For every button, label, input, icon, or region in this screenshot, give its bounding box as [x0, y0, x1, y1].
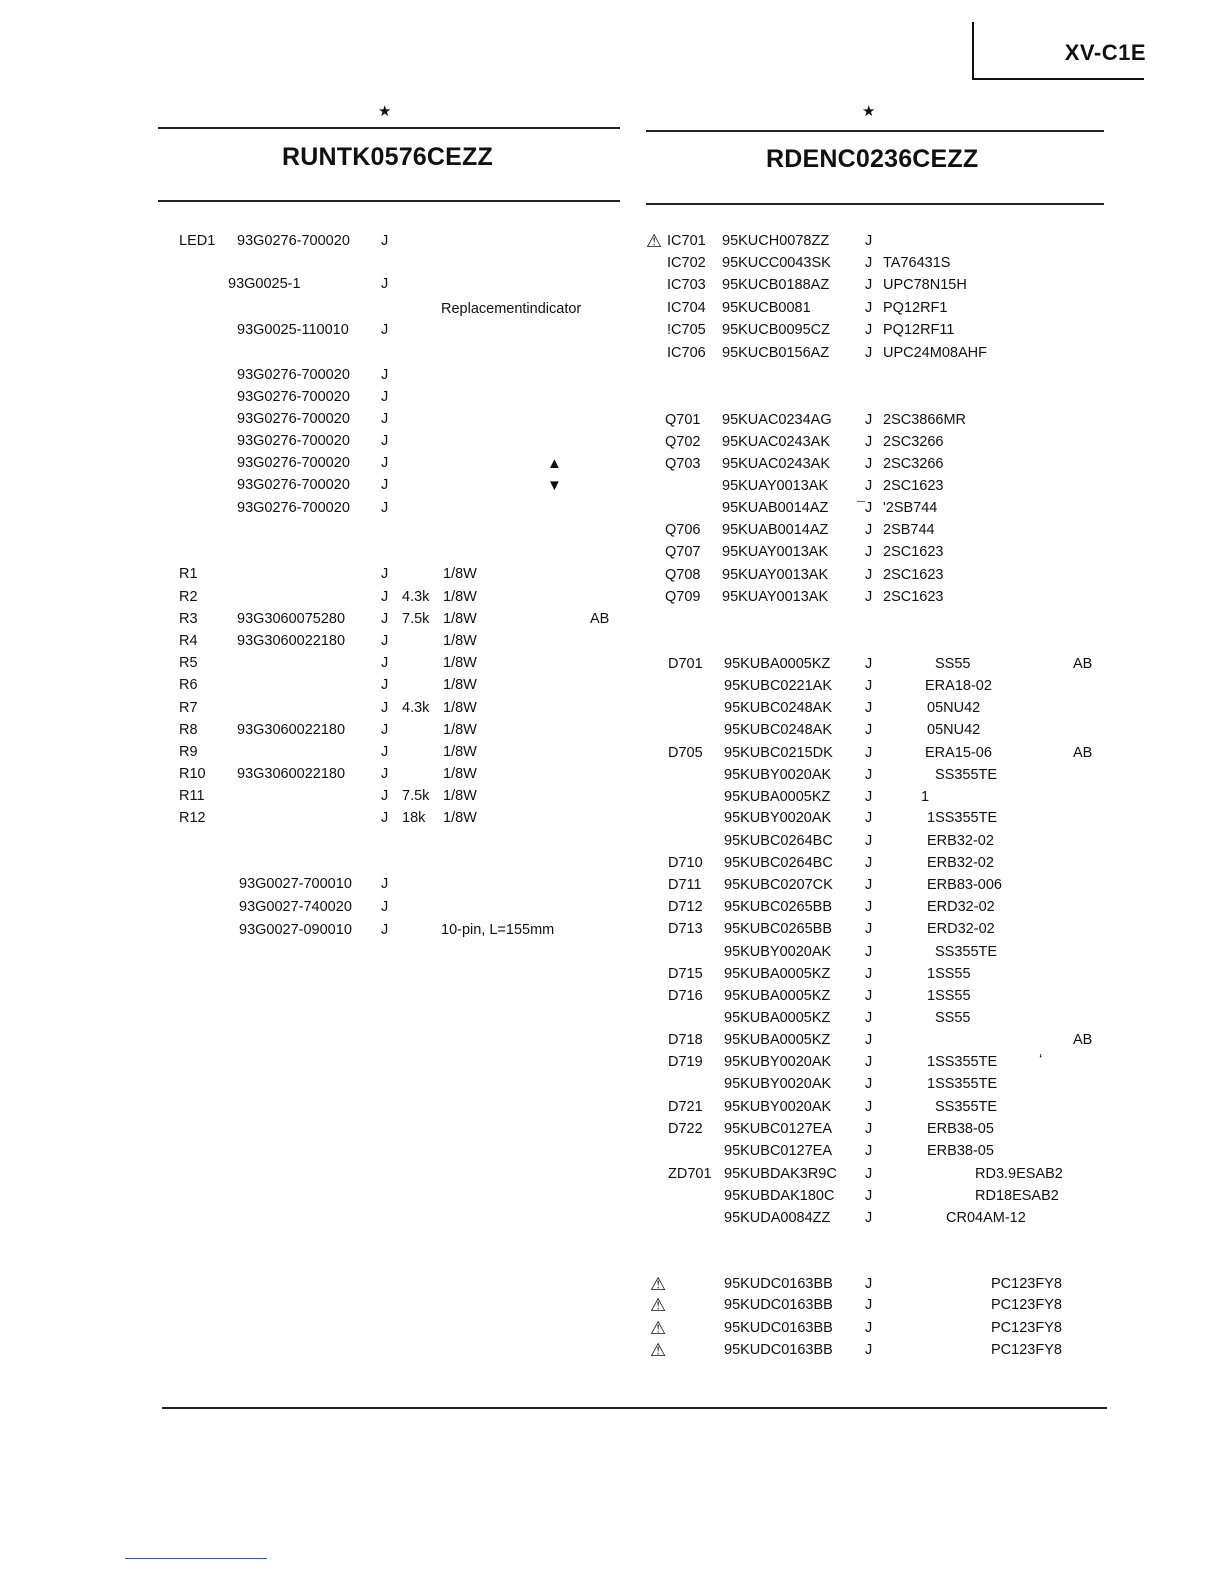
- part-number: 95KUBC0264BC: [724, 833, 833, 849]
- part-code: J: [865, 722, 873, 738]
- part-number: 95KUBC0264BC: [724, 855, 833, 871]
- part-code: J: [381, 455, 389, 471]
- part-description: SS55: [935, 1010, 971, 1026]
- header-underline: [972, 78, 1144, 80]
- part-number: 93G0027-740020: [239, 899, 352, 915]
- part-ref: R12: [179, 810, 206, 826]
- part-code: J: [865, 1210, 873, 1226]
- part-code: J: [381, 766, 389, 782]
- part-number: 95KUBY0020AK: [724, 767, 832, 783]
- part-ref: R6: [179, 677, 198, 693]
- part-code: J: [865, 1010, 873, 1026]
- part-number: 93G0276-700020: [237, 500, 350, 516]
- part-code: J: [865, 810, 873, 826]
- part-ref: D701: [668, 656, 703, 672]
- left-title: RUNTK0576CEZZ: [282, 143, 493, 171]
- warning-icon: ⚠: [650, 1295, 667, 1315]
- part-code: J: [865, 1054, 873, 1070]
- part-number: 95KUCC0043SK: [722, 255, 831, 271]
- part-number: 95KUDA0084ZZ: [724, 1210, 831, 1226]
- part-code: J: [865, 1320, 873, 1336]
- part-number: 95KUCH0078ZZ: [722, 233, 830, 249]
- part-number: 93G0025-1: [228, 276, 301, 292]
- right-title-rule: [646, 203, 1104, 205]
- part-wattage: 1/8W: [443, 722, 477, 738]
- part-description: SS355TE: [935, 944, 998, 960]
- part-description: '2SB744: [883, 500, 938, 516]
- part-number: 95KUDC0163BB: [724, 1297, 833, 1313]
- part-ref: D721: [668, 1099, 703, 1115]
- part-description: 05NU42: [927, 700, 981, 716]
- part-description: 2SC3866MR: [883, 412, 967, 428]
- part-number: 93G0276-700020: [237, 477, 350, 493]
- part-number: 93G0027-700010: [239, 876, 352, 892]
- part-description: 2SB744: [883, 522, 935, 538]
- part-code: J: [865, 412, 873, 428]
- part-number: 95KUBA0005KZ: [724, 1032, 831, 1048]
- part-code: J: [865, 1143, 873, 1159]
- part-code: J: [381, 876, 389, 892]
- part-code: J: [381, 611, 389, 627]
- part-description: ERA15-06: [925, 745, 992, 761]
- part-number: 95KUAY0013AK: [722, 544, 829, 560]
- part-ref: IC702: [667, 255, 706, 271]
- part-ref: Q702: [665, 434, 701, 450]
- part-number: 95KUBY0020AK: [724, 810, 832, 826]
- part-number: 93G0276-700020: [237, 233, 350, 249]
- part-description: PC123FY8: [991, 1342, 1062, 1358]
- part-code: J: [381, 788, 389, 804]
- part-description: ERB32-02: [927, 855, 994, 871]
- part-number: 95KUAC0243AK: [722, 434, 831, 450]
- part-code: J: [865, 456, 873, 472]
- part-description: ERB38-05: [927, 1143, 994, 1159]
- part-code: J: [865, 1121, 873, 1137]
- footer-link-line: [125, 1558, 267, 1559]
- part-code: J: [381, 722, 389, 738]
- part-description: 2SC1623: [883, 567, 944, 583]
- part-code: J: [865, 700, 873, 716]
- left-title-rule: [158, 200, 620, 202]
- part-number: 95KUBA0005KZ: [724, 1010, 831, 1026]
- part-number: 93G3060022180: [237, 633, 346, 649]
- part-wattage: 1/8W: [443, 633, 477, 649]
- warning-icon: ⚠: [650, 1340, 667, 1360]
- part-code: J: [865, 767, 873, 783]
- part-code: J: [865, 1076, 873, 1092]
- part-code: J: [865, 544, 873, 560]
- part-number: 95KUAC0234AG: [722, 412, 832, 428]
- part-number: 95KUAB0014AZ: [722, 500, 829, 516]
- part-wattage: 1/8W: [443, 700, 477, 716]
- part-description: TA76431S: [883, 255, 951, 271]
- part-number: 95KUDC0163BB: [724, 1276, 833, 1292]
- part-number: 95KUBA0005KZ: [724, 966, 831, 982]
- star-icon: ★: [862, 103, 876, 120]
- model-number: XV-C1E: [1064, 40, 1146, 65]
- part-description: SS355TE: [935, 1099, 998, 1115]
- header-divider: [972, 22, 974, 78]
- part-number: 95KUBC0221AK: [724, 678, 833, 694]
- part-number: 93G0276-700020: [237, 455, 350, 471]
- part-ref: R3: [179, 611, 198, 627]
- part-code: J: [865, 988, 873, 1004]
- part-wattage: 1/8W: [443, 766, 477, 782]
- part-code: J: [865, 277, 873, 293]
- part-number: 93G3060022180: [237, 722, 346, 738]
- part-code: J: [865, 656, 873, 672]
- part-number: 93G0276-700020: [237, 411, 350, 427]
- part-ref: IC706: [667, 345, 706, 361]
- part-code: J: [865, 1188, 873, 1204]
- part-value: 7.5k: [402, 611, 430, 627]
- part-description: SS55: [935, 656, 971, 672]
- part-number: 95KUBC0207CK: [724, 877, 833, 893]
- part-ref: IC701: [667, 233, 706, 249]
- part-code: J: [865, 345, 873, 361]
- part-code: J: [865, 255, 873, 271]
- part-code: J: [865, 522, 873, 538]
- part-description: RD18ESAB2: [975, 1188, 1059, 1204]
- part-ref: D705: [668, 745, 703, 761]
- part-ref: ZD701: [668, 1166, 712, 1182]
- part-number: 95KUBDAK3R9C: [724, 1166, 837, 1182]
- part-number: 95KUAC0243AK: [722, 456, 831, 472]
- part-ref: R10: [179, 766, 206, 782]
- part-wattage: 1/8W: [443, 589, 477, 605]
- part-number: 95KUCB0188AZ: [722, 277, 830, 293]
- part-code: J: [865, 1342, 873, 1358]
- part-ref: R4: [179, 633, 198, 649]
- part-description: 2SC1623: [883, 589, 944, 605]
- part-description: UPC78N15H: [883, 277, 967, 293]
- part-description: ERB83-006: [927, 877, 1002, 893]
- part-code: ¯J: [857, 500, 873, 516]
- part-description: 2SC1623: [883, 478, 944, 494]
- part-code: J: [865, 833, 873, 849]
- bottom-rule: [162, 1407, 1107, 1409]
- part-ref: IC703: [667, 277, 706, 293]
- part-number: 95KUBY0020AK: [724, 944, 832, 960]
- part-wattage: 1/8W: [443, 744, 477, 760]
- replacement-indicator-note: Replacementindicator: [441, 301, 582, 317]
- part-description: 05NU42: [927, 722, 981, 738]
- part-code: J: [381, 233, 389, 249]
- part-code: J: [865, 877, 873, 893]
- part-ref: D719: [668, 1054, 703, 1070]
- part-number: 93G0025-110010: [237, 322, 349, 338]
- part-ref: Q708: [665, 567, 701, 583]
- part-number: 95KUBY0020AK: [724, 1099, 832, 1115]
- part-ref: R11: [179, 788, 205, 804]
- part-description: SS355TE: [935, 767, 998, 783]
- part-number: 95KUBA0005KZ: [724, 988, 831, 1004]
- part-number: 95KUAY0013AK: [722, 478, 829, 494]
- part-code: J: [381, 276, 389, 292]
- part-code: J: [381, 589, 389, 605]
- part-ref: D712: [668, 899, 703, 915]
- part-code: J: [381, 500, 389, 516]
- part-description: PC123FY8: [991, 1276, 1062, 1292]
- part-code: J: [865, 1099, 873, 1115]
- part-number: 95KUBA0005KZ: [724, 656, 831, 672]
- part-number: 95KUBDAK180C: [724, 1188, 835, 1204]
- part-rank: AB: [1073, 656, 1093, 672]
- part-ref: R8: [179, 722, 198, 738]
- part-code: J: [865, 1276, 873, 1292]
- stray-mark: ‘: [1039, 1052, 1043, 1068]
- part-code: J: [381, 389, 389, 405]
- part-description: PQ12RF1: [883, 300, 948, 316]
- part-ref: R1: [179, 566, 198, 582]
- part-description: 2SC3266: [883, 434, 944, 450]
- part-value: 4.3k: [402, 589, 430, 605]
- part-ref: Q706: [665, 522, 701, 538]
- part-description: PC123FY8: [991, 1297, 1062, 1313]
- arrow-down-icon: ▼: [547, 477, 562, 494]
- part-code: J: [865, 589, 873, 605]
- part-description: PQ12RF11: [883, 322, 955, 338]
- part-code: J: [865, 300, 873, 316]
- part-rank: AB: [1073, 745, 1093, 761]
- part-code: J: [381, 367, 389, 383]
- part-code: J: [865, 745, 873, 761]
- part-wattage: 1/8W: [443, 788, 477, 804]
- part-ref: R7: [179, 700, 198, 716]
- part-code: J: [865, 567, 873, 583]
- part-code: J: [381, 700, 389, 716]
- part-number: 95KUCB0156AZ: [722, 345, 830, 361]
- part-description: 2SC3266: [883, 456, 944, 472]
- part-code: J: [865, 855, 873, 871]
- part-number: 95KUAY0013AK: [722, 567, 829, 583]
- part-number: 93G0276-700020: [237, 389, 350, 405]
- part-code: J: [381, 810, 389, 826]
- part-description: ERD32-02: [927, 899, 995, 915]
- part-description: ERB32-02: [927, 833, 994, 849]
- part-ref: R5: [179, 655, 198, 671]
- part-ref: Q707: [665, 544, 701, 560]
- part-ref: R9: [179, 744, 198, 760]
- part-wattage: 1/8W: [443, 810, 477, 826]
- part-ref: D713: [668, 921, 703, 937]
- part-code: J: [865, 966, 873, 982]
- part-ref: Q709: [665, 589, 701, 605]
- part-description: 1SS355TE: [927, 1076, 998, 1092]
- part-ref: R2: [179, 589, 198, 605]
- part-code: J: [865, 322, 873, 338]
- part-number: 95KUBC0248AK: [724, 700, 833, 716]
- part-number: 95KUBC0265BB: [724, 899, 833, 915]
- part-code: J: [865, 434, 873, 450]
- part-wattage: 1/8W: [443, 566, 477, 582]
- part-description: ERB38-05: [927, 1121, 994, 1137]
- part-ref: Q703: [665, 456, 701, 472]
- part-number: 95KUAB0014AZ: [722, 522, 829, 538]
- warning-icon: ⚠: [650, 1274, 667, 1294]
- part-code: J: [381, 322, 389, 338]
- part-value: 4.3k: [402, 700, 430, 716]
- part-description: ERD32-02: [927, 921, 995, 937]
- part-ref: D722: [668, 1121, 703, 1137]
- part-code: J: [865, 1297, 873, 1313]
- part-description: 1SS355TE: [927, 810, 998, 826]
- part-code: J: [381, 744, 389, 760]
- arrow-up-icon: ▲: [547, 455, 562, 472]
- part-number: 93G0027-090010: [239, 922, 352, 938]
- part-code: J: [381, 899, 389, 915]
- part-code: J: [381, 566, 389, 582]
- part-number: 95KUDC0163BB: [724, 1342, 833, 1358]
- part-code: J: [865, 1032, 873, 1048]
- part-code: J: [865, 1166, 873, 1182]
- warning-icon: ⚠: [650, 1318, 667, 1338]
- part-code: J: [381, 922, 389, 938]
- part-description: UPC24M08AHF: [883, 345, 987, 361]
- part-rank: AB: [1073, 1032, 1093, 1048]
- part-code: J: [381, 677, 389, 693]
- part-wattage: 1/8W: [443, 611, 477, 627]
- part-ref: D718: [668, 1032, 703, 1048]
- part-number: 95KUCB0081: [722, 300, 811, 316]
- part-ref: LED1: [179, 233, 216, 249]
- part-number: 95KUBY0020AK: [724, 1076, 832, 1092]
- part-code: J: [865, 944, 873, 960]
- part-code: J: [381, 477, 389, 493]
- warning-icon: ⚠: [646, 231, 663, 251]
- part-number: 95KUBA0005KZ: [724, 789, 831, 805]
- part-number: 95KUBC0127EA: [724, 1121, 833, 1137]
- part-code: J: [865, 899, 873, 915]
- part-number: 93G0276-700020: [237, 433, 350, 449]
- part-description: 1SS55: [927, 966, 971, 982]
- part-number: 95KUCB0095CZ: [722, 322, 830, 338]
- part-wattage: 1/8W: [443, 677, 477, 693]
- part-code: J: [381, 411, 389, 427]
- part-value: 7.5k: [402, 788, 430, 804]
- part-description: PC123FY8: [991, 1320, 1062, 1336]
- part-number: 95KUBC0127EA: [724, 1143, 833, 1159]
- part-description: 1: [921, 789, 930, 805]
- part-ref: Q701: [665, 412, 701, 428]
- part-number: 95KUAY0013AK: [722, 589, 829, 605]
- part-ref: D710: [668, 855, 703, 871]
- part-code: J: [865, 478, 873, 494]
- part-description: ERA18-02: [925, 678, 992, 694]
- part-ref: IC704: [667, 300, 706, 316]
- part-description: 1SS355TE: [927, 1054, 998, 1070]
- part-ref: D716: [668, 988, 703, 1004]
- part-number: 93G0276-700020: [237, 367, 350, 383]
- part-description: 2SC1623: [883, 544, 944, 560]
- part-description: 10-pin, L=155mm: [441, 922, 555, 938]
- part-code: J: [381, 433, 389, 449]
- part-wattage: 1/8W: [443, 655, 477, 671]
- part-number: 95KUDC0163BB: [724, 1320, 833, 1336]
- part-ref: !C705: [667, 322, 706, 338]
- right-top-rule: [646, 130, 1104, 132]
- part-code: J: [865, 233, 873, 249]
- part-number: 95KUBC0215DK: [724, 745, 833, 761]
- part-description: 1SS55: [927, 988, 971, 1004]
- part-code: J: [865, 678, 873, 694]
- part-number: 95KUBC0248AK: [724, 722, 833, 738]
- part-code: J: [865, 921, 873, 937]
- right-title: RDENC0236CEZZ: [766, 145, 979, 173]
- star-icon: ★: [378, 103, 392, 120]
- part-code: J: [381, 633, 389, 649]
- part-number: 93G3060022180: [237, 766, 346, 782]
- part-value: 18k: [402, 810, 426, 826]
- part-number: 93G3060075280: [237, 611, 346, 627]
- part-number: 95KUBC0265BB: [724, 921, 833, 937]
- part-number: 95KUBY0020AK: [724, 1054, 832, 1070]
- part-description: CR04AM-12: [946, 1210, 1026, 1226]
- part-description: RD3.9ESAB2: [975, 1166, 1063, 1182]
- part-rank: AB: [590, 611, 610, 627]
- part-code: J: [381, 655, 389, 671]
- part-ref: D715: [668, 966, 703, 982]
- part-code: J: [865, 789, 873, 805]
- left-top-rule: [158, 127, 620, 129]
- part-ref: D711: [668, 877, 702, 893]
